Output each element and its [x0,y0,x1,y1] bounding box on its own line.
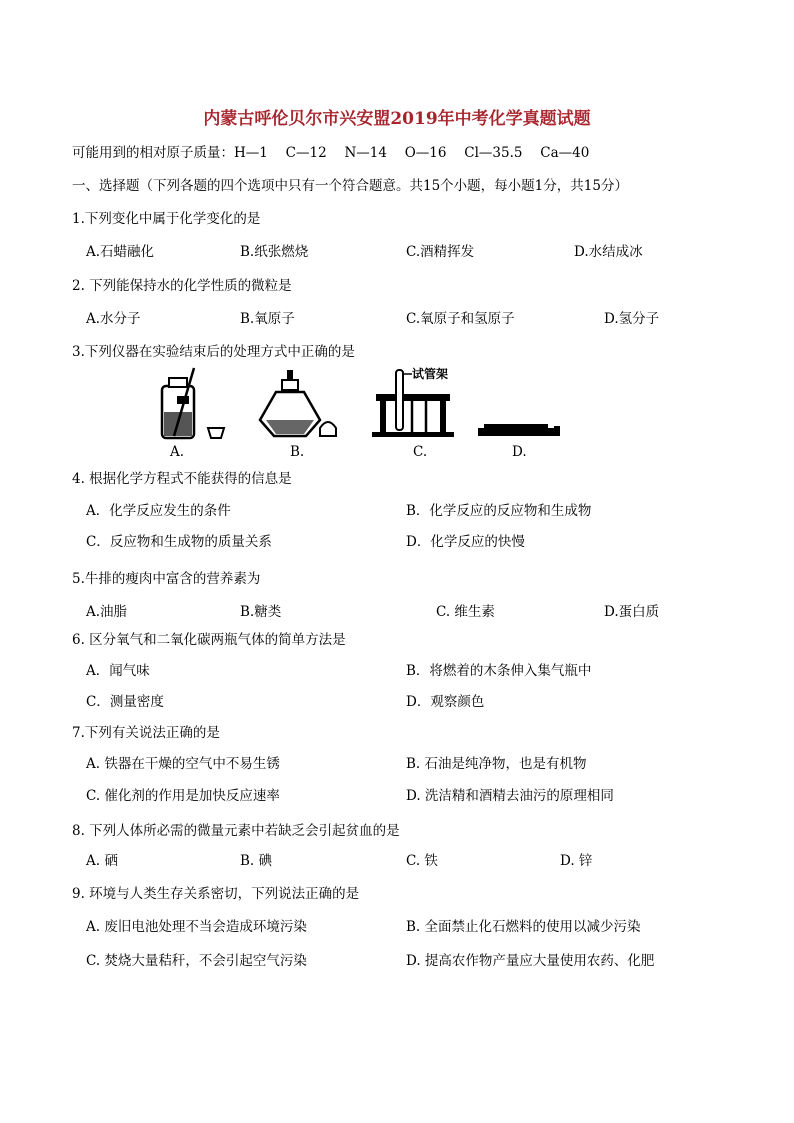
question-5-option-b: B.糖类 [240,604,282,620]
question-2-option-a: A.水分子 [86,311,141,327]
question-7-option-b: B. 石油是纯净物，也是有机物 [406,756,587,772]
question-3-option-a: A. [170,444,185,460]
question-6-stem: 6. 区分氧气和二氧化碳两瓶气体的简单方法是 [72,632,346,648]
question-2-option-b: B.氧原子 [240,311,295,327]
question-1-option-c: C.酒精挥发 [406,244,475,260]
question-9-stem: 9. 环境与人类生存关系密切，下列说法正确的是 [72,886,360,902]
question-9-option-b: B. 全面禁止化石燃料的使用以减少污染 [406,919,641,935]
question-8-option-a: A. 硒 [86,853,118,869]
question-2-option-d: D.氢分子 [604,311,660,327]
question-4-option-a: A．化学反应发生的条件 [86,503,231,519]
question-8-option-b: B. 碘 [240,853,273,869]
question-6-option-a: A．闻气味 [86,663,150,679]
question-4-option-b: B．化学反应的反应物和生成物 [406,503,592,519]
question-7-option-d: D. 洗洁精和酒精去油污的原理相同 [406,788,614,804]
question-5-option-d: D.蛋白质 [604,604,660,620]
question-9-option-a: A. 废旧电池处理不当会造成环境污染 [86,919,307,935]
question-2-stem: 2. 下列能保持水的化学性质的微粒是 [72,278,292,294]
question-9-option-c: C. 焚烧大量秸秆，不会引起空气污染 [86,953,307,969]
question-6-option-c: C．测量密度 [86,694,164,710]
question-4-option-c: C．反应物和生成物的质量关系 [86,534,272,550]
alcohol-lamp-icon [260,370,320,436]
question-1-option-b: B.纸张燃烧 [240,244,309,260]
question-5-option-c: C. 维生素 [436,604,495,620]
question-8-stem: 8. 下列人体所必需的微量元素中若缺乏会引起贫血的是 [72,823,400,839]
question-5-stem: 5.牛排的瘦肉中富含的营养素为 [72,571,261,587]
question-8-option-d: D. 锌 [560,853,593,869]
question-3-stem: 3.下列仪器在实验结束后的处理方式中正确的是 [72,344,355,360]
lamp-cap-icon [320,422,336,436]
question-4-stem: 4. 根据化学方程式不能获得的信息是 [72,471,292,487]
test-tube-rack-label: 试管架 [412,367,449,381]
bottle-with-dropper-icon [162,368,194,438]
question-7-stem: 7.下列有关说法正确的是 [72,725,220,741]
question-3-option-b: B. [290,444,305,460]
question-1-option-a: A.石蜡融化 [86,244,155,260]
small-dish-icon [208,428,224,438]
question-7-option-c: C. 催化剂的作用是加快反应速率 [86,788,280,804]
test-tubes-lying-icon [478,424,560,436]
atomic-masses: 可能用到的相对原子质量：H—1 C—12 N—14 O—16 Cl—35.5 Ca—40 [72,145,590,161]
question-1-option-d: D.水结成冰 [574,244,643,260]
question-2-option-c: C.氧原子和氢原子 [406,311,515,327]
section-heading: 一、选择题（下列各题的四个选项中只有一个符合题意。共15个小题，每小题1分，共15分） [72,178,628,194]
question-6-option-d: D．观察颜色 [406,694,485,710]
test-tube-rack-icon [372,366,454,437]
question-5-option-a: A.油脂 [86,604,128,620]
question-1-stem: 1.下列变化中属于化学变化的是 [72,211,261,227]
question-3-option-d: D. [512,444,527,460]
question-9-option-d: D. 提高农作物产量应大量使用农药、化肥 [406,953,655,969]
question-7-option-a: A. 铁器在干燥的空气中不易生锈 [86,756,280,772]
question-6-option-b: B．将燃着的木条伸入集气瓶中 [406,663,592,679]
page-title: 内蒙古呼伦贝尔市兴安盟2019年中考化学真题试题 [203,109,591,129]
question-4-option-d: D．化学反应的快慢 [406,534,525,550]
question-8-option-c: C. 铁 [406,853,438,869]
question-3-option-c: C. [413,444,428,460]
